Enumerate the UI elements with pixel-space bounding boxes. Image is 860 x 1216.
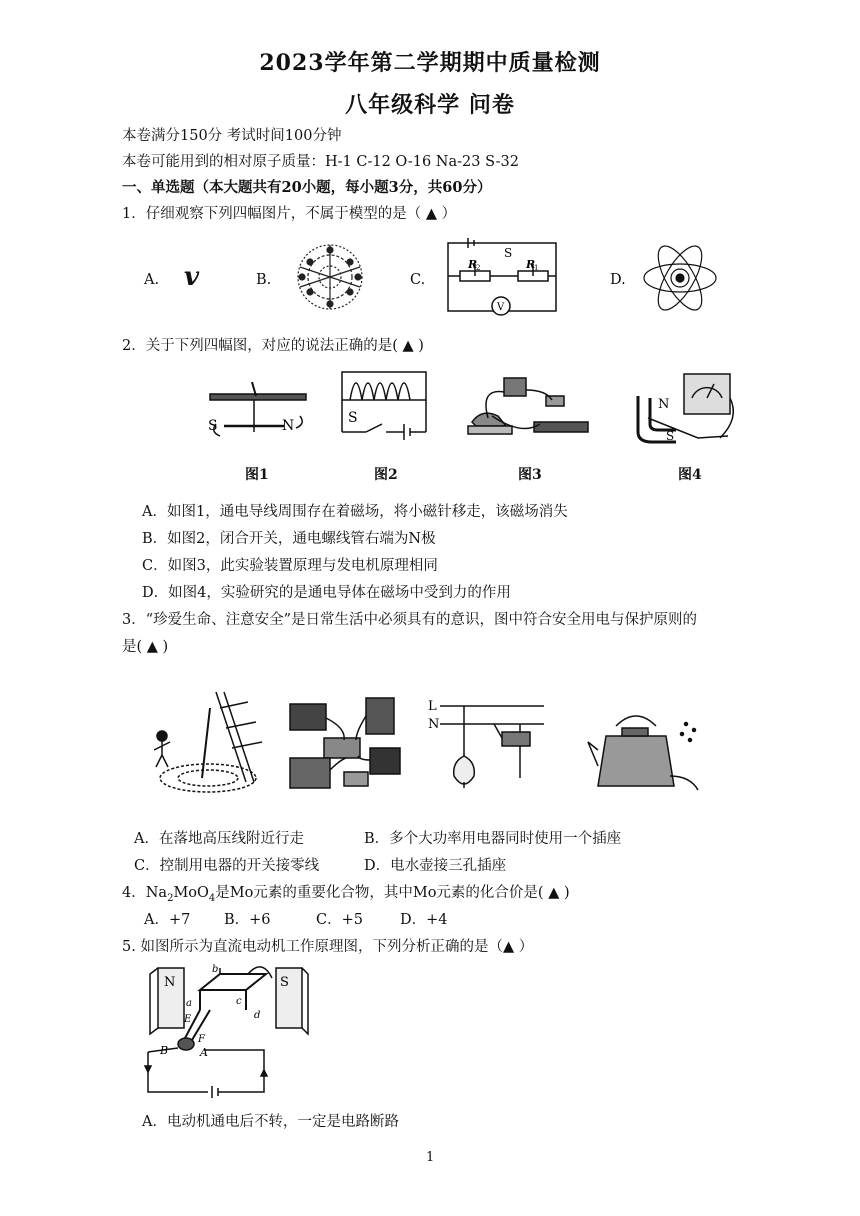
q4-option-a: A．+7 bbox=[144, 912, 191, 928]
figure1-caption: 图1 bbox=[245, 467, 269, 483]
atomic-mass-info: 本卷可能用到的相对原子质量：H-1 C-12 O-16 Na-23 S-32 bbox=[122, 154, 519, 170]
q1-symbol-v: v bbox=[184, 262, 200, 292]
figure3-caption: 图3 bbox=[518, 467, 542, 483]
figure4-magnet-meter bbox=[628, 368, 744, 450]
q2-stem: 2．关于下列四幅图，对应的说法正确的是( ▲ ) bbox=[122, 338, 424, 354]
q3-option-a: A．在落地高压线附近行走 bbox=[134, 831, 304, 847]
q4-stem-suffix: 是Mo元素的重要化合物，其中Mo元素的化合价是( ▲ ) bbox=[215, 885, 570, 901]
fig4-label-s: S bbox=[666, 429, 675, 443]
figure3-apparatus bbox=[464, 372, 594, 448]
switch-wiring-image bbox=[424, 692, 550, 794]
q3-option-c: C．控制用电器的开关接零线 bbox=[134, 858, 320, 874]
page-title: 2023学年第二学期期中质量检测 bbox=[259, 50, 601, 76]
fig1-label-s: S bbox=[208, 418, 218, 434]
figure2-solenoid bbox=[336, 366, 432, 446]
wire-label-n: N bbox=[428, 717, 440, 732]
motor-label-n: N bbox=[164, 975, 176, 990]
page-number: 1 bbox=[426, 1150, 435, 1165]
circuit-label-r2-sub: 2 bbox=[476, 264, 481, 272]
q3-option-d: D．电水壶接三孔插座 bbox=[364, 858, 507, 874]
q1-option-a-label: A. bbox=[144, 272, 160, 288]
q1-option-b-label: B. bbox=[256, 272, 272, 288]
atom-model-image bbox=[640, 240, 720, 316]
circuit-label-r1-sub: 1 bbox=[534, 264, 539, 272]
motor-label-brush-b: B bbox=[160, 1044, 169, 1057]
circuit-label-r1: R bbox=[526, 258, 536, 271]
q4-stem bbox=[122, 881, 570, 904]
q1-option-c-label: C. bbox=[410, 272, 426, 288]
q1-option-d-label: D. bbox=[610, 272, 626, 288]
q2-option-a: A．如图1，通电导线周围存在着磁场，将小磁针移走，该磁场消失 bbox=[142, 504, 568, 520]
circuit-label-r2: R bbox=[468, 258, 478, 271]
fig4-label-n: N bbox=[658, 397, 670, 412]
section-heading: 一、单选题（本大题共有20小题，每小题3分，共60分） bbox=[122, 179, 492, 196]
electric-kettle-image bbox=[586, 706, 716, 800]
motor-label-b: b bbox=[212, 964, 219, 975]
dc-motor-diagram bbox=[140, 960, 320, 1096]
q4-subscript-2: 4 bbox=[208, 892, 216, 904]
motor-label-s: S bbox=[280, 975, 289, 990]
figure2-caption: 图2 bbox=[374, 467, 398, 483]
q2-option-d: D．如图4，实验研究的是通电导体在磁场中受到力的作用 bbox=[142, 585, 511, 601]
motor-label-e: E bbox=[184, 1014, 192, 1025]
motor-label-f: F bbox=[198, 1034, 205, 1045]
q4-option-b: B．+6 bbox=[224, 912, 271, 928]
q4-option-c: C．+5 bbox=[316, 912, 363, 928]
q4-option-d: D．+4 bbox=[400, 912, 448, 928]
q5-stem: 5. 如图所示为直流电动机工作原理图，下列分析正确的是（▲ ） bbox=[122, 939, 534, 955]
motor-label-a: a bbox=[186, 998, 192, 1009]
q4-stem-mid: MoO bbox=[173, 885, 209, 901]
q4-stem-prefix: 4．Na bbox=[122, 885, 168, 901]
figure4-caption: 图4 bbox=[678, 467, 702, 483]
figure1-wire-compass bbox=[196, 380, 316, 452]
score-time-info: 本卷满分150分 考试时间100分钟 bbox=[122, 128, 342, 144]
circuit-label-s: S bbox=[504, 246, 513, 260]
q3-option-b: B．多个大功率用电器同时使用一个插座 bbox=[364, 831, 622, 847]
q1-stem: 1．仔细观察下列四幅图片，不属于模型的是（ ▲ ） bbox=[122, 206, 457, 222]
fig2-label-s: S bbox=[348, 410, 358, 426]
q3-stem-line2: 是( ▲ ) bbox=[122, 639, 169, 655]
page-subtitle: 八年级科学 问卷 bbox=[345, 92, 515, 118]
q5-option-a: A．电动机通电后不转，一定是电路断路 bbox=[142, 1114, 399, 1130]
q4-subscript-1: 2 bbox=[167, 892, 174, 904]
motor-label-c: c bbox=[236, 996, 242, 1007]
q2-option-b: B．如图2，闭合开关，通电螺线管右端为N极 bbox=[142, 531, 436, 547]
motor-label-brush-a: A bbox=[200, 1046, 208, 1059]
fig1-label-n: N bbox=[282, 418, 295, 434]
fullerene-model-image bbox=[290, 242, 370, 312]
q2-option-c: C．如图3，此实验装置原理与发电机原理相同 bbox=[142, 558, 438, 574]
circuit-label-v: V bbox=[497, 302, 505, 313]
high-voltage-line-image bbox=[150, 688, 272, 800]
wire-label-l: L bbox=[428, 699, 437, 714]
circuit-model-image bbox=[446, 238, 561, 318]
motor-label-d: d bbox=[254, 1010, 261, 1021]
q3-stem-line1: 3．“珍爱生命、注意安全”是日常生活中必须具有的意识，图中符合安全用电与保护原则的 bbox=[122, 612, 698, 628]
overloaded-socket-image bbox=[284, 684, 410, 802]
